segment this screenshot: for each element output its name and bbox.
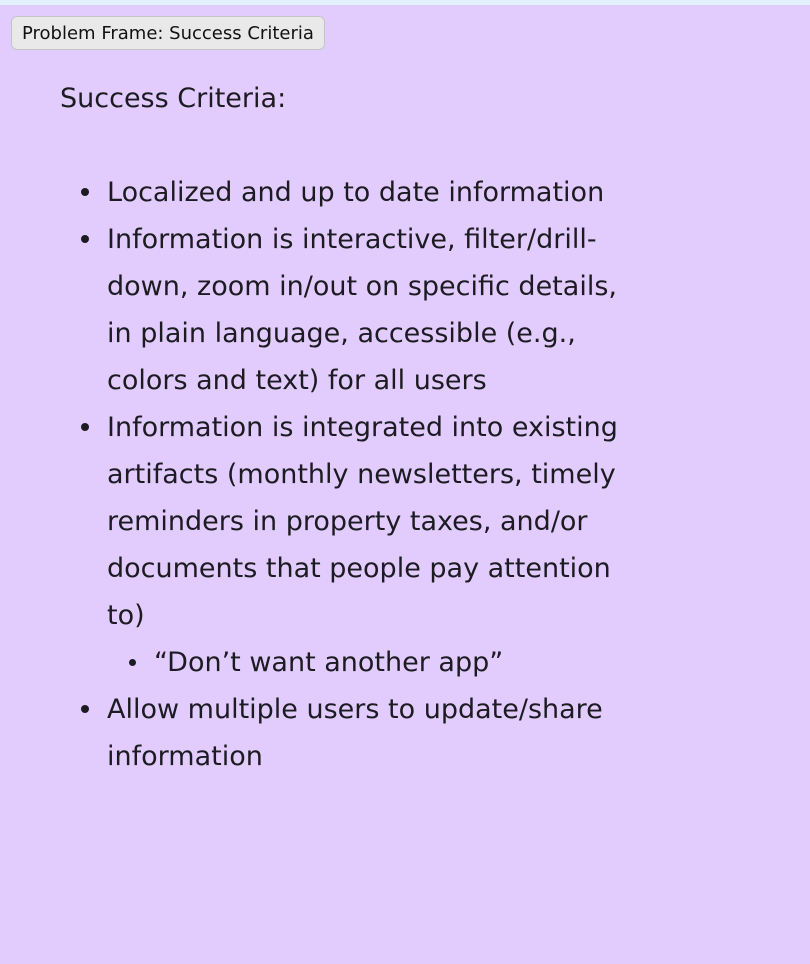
spacer	[60, 122, 660, 169]
list-item	[107, 169, 642, 216]
sub-list-item-text: “Don’t want another app”	[154, 647, 504, 678]
list-item-text: Information is interactive, filter/drill-down, zoom in/out on specific details, in plain language, accessible (e.g., colors and text) for all users	[107, 224, 617, 396]
sticky-frame[interactable]	[0, 5, 810, 964]
criteria-list	[60, 169, 660, 780]
list-item	[107, 686, 642, 780]
frame-content	[60, 75, 660, 780]
sub-list-item	[154, 639, 642, 686]
list-item	[107, 404, 642, 686]
list-item-text: Information is integrated into existing artifacts (monthly newsletters, timely reminders in property taxes, and/or documents that people pay attention to)	[107, 412, 618, 631]
list-item-text: Allow multiple users to update/share information	[107, 694, 603, 772]
list-item-text: Localized and up to date information	[107, 177, 605, 208]
section-heading: Success Criteria:	[60, 83, 287, 114]
sub-list	[107, 639, 642, 686]
list-item	[107, 216, 642, 404]
frame-label-button[interactable]: Problem Frame: Success Criteria	[11, 16, 325, 50]
